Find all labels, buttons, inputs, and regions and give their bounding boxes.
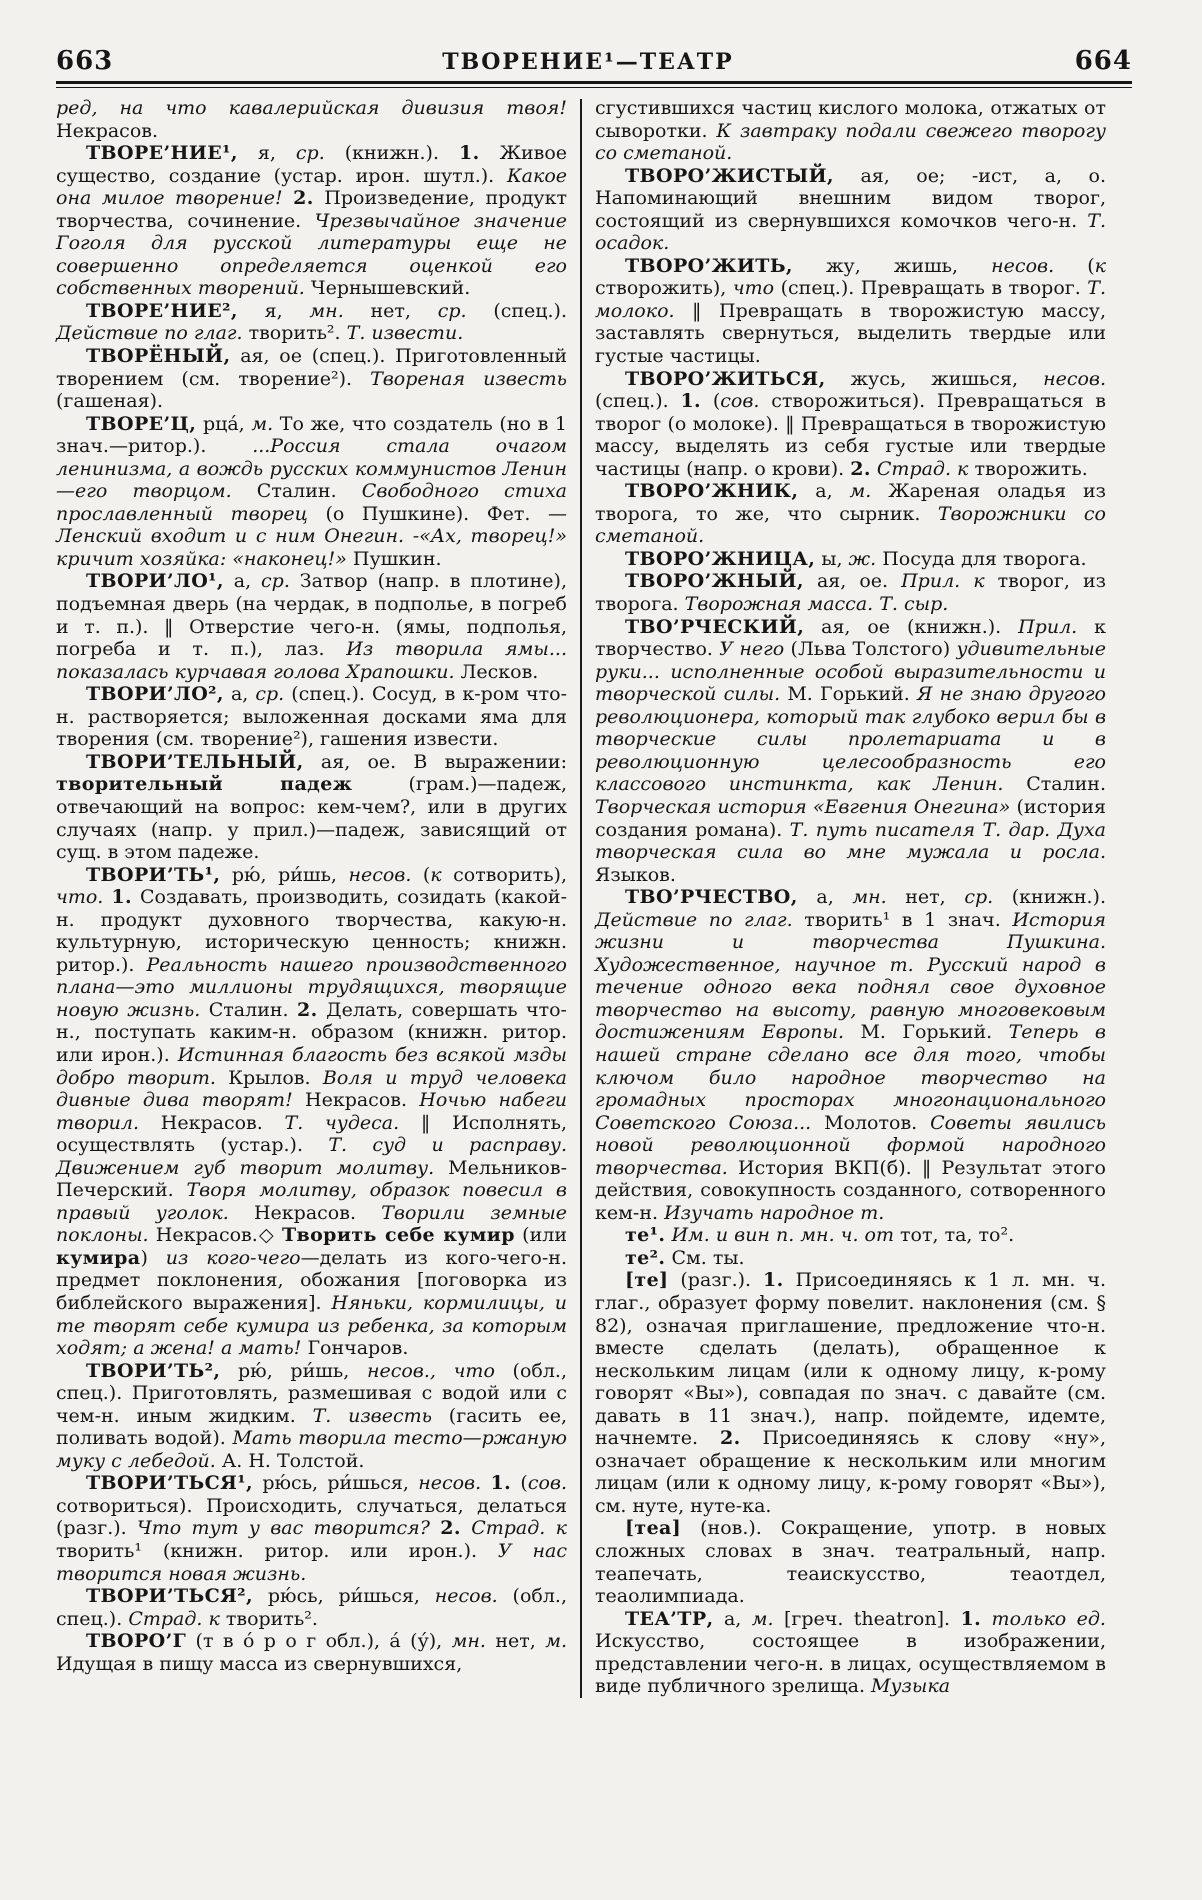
text-run: Присоединяясь к 1 л. мн. ч. глаг., образует форму повелит. наклонения (см. § 82), означая приглашение, предложение что-н. вместе сделать (делать), обращенное к нескольким лицам (или к одному лицу, к-рому говорят «Вы»), совпадая по знач. с давайте (см. давать в 11 знач.), напр. пойдемте, идемте, начнемте.	[595, 1269, 1106, 1450]
headword: ТВО’РЧЕСКИЙ,	[625, 615, 805, 638]
text-run: Делать, совершать что-н., поступать каким-н. образом (книжн. ритор. или ирон.).	[56, 998, 567, 1066]
text-run: ая, ое (спец.). Приготовленный творением (см. творение²).	[56, 345, 567, 390]
text-run: Творя молитву, образок повесил в правый уголок.	[56, 1179, 567, 1224]
text-run: Страд. к	[876, 457, 969, 480]
text-run: Гончаров.	[301, 1337, 409, 1360]
text-run: несов.	[418, 1472, 482, 1495]
text-run: несов.	[1043, 367, 1106, 390]
dictionary-entry	[595, 616, 1106, 887]
column-right	[595, 97, 1106, 1698]
text-run: я,	[237, 299, 310, 322]
text-run: рца́,	[196, 412, 252, 435]
text-run: Некрасов.	[292, 1089, 420, 1112]
text-run: Чрезвычайное значение Гоголя для русской литературы еще не совершенно определяется оценкой его собственных творений.	[56, 209, 567, 300]
text-run: тот, та, то².	[894, 1224, 1015, 1247]
headword: ТВОРЕ’Ц,	[86, 412, 197, 435]
text-run: (о Пушкине). Фет.	[307, 502, 549, 525]
headword: ТВОРЁНЫЙ,	[86, 345, 231, 368]
text-run: я,	[237, 142, 296, 165]
headword: ТВОРИ’ТЬСЯ¹,	[86, 1472, 254, 1495]
dictionary-entry	[595, 480, 1106, 548]
text-run: сгустившихся частиц кислого молока, отжатых от сыворотки.	[595, 97, 1106, 142]
text-run: 2.	[719, 1427, 741, 1450]
text-run: 1.	[960, 1607, 982, 1630]
text-run: несов.	[348, 863, 412, 886]
text-run: а,	[223, 570, 262, 593]
dictionary-entry	[595, 97, 1106, 165]
headword: те².	[625, 1246, 666, 1269]
text-run: Некрасов.◇	[148, 1224, 282, 1247]
text-run: только ед.	[991, 1607, 1106, 1630]
column-divider	[580, 99, 582, 1698]
text-run: несов., что	[366, 1359, 495, 1382]
text-run: Им. и вин п. мн. ч. от	[671, 1224, 894, 1247]
text-run: Мать творила тесто—ржаную муку с лебедой.	[56, 1427, 567, 1472]
text-run: Страд. к	[128, 1607, 220, 1630]
text-run: (книжн.).	[324, 142, 459, 165]
text-run: Т. чудеса.	[284, 1111, 400, 1134]
text-run: Прил. к	[901, 570, 985, 593]
text-run: Ночью набеги творил.	[56, 1089, 567, 1134]
text-run: М. Горький.	[780, 683, 918, 706]
headword: ТВОРИ’ЛО¹,	[86, 570, 224, 593]
text-run: (т в о́ р о г обл.), а́ (у́),	[186, 1630, 452, 1653]
text-run: творожить.	[968, 457, 1088, 480]
text-run: (или	[514, 1224, 567, 1247]
headword: ТВОРО’Г	[86, 1630, 187, 1653]
text-run: —Ленский входит и с ним Онегин. -«Ах, творец!» кричит хозяйка: «наконец!»	[56, 502, 568, 570]
headword: ТВОРИ’ТЬ²,	[86, 1359, 221, 1382]
text-run: сов.	[527, 1472, 567, 1495]
text-run: ...Россия стала очагом ленинизма, а вождь русских коммунистов Ленин—его творцом.	[56, 435, 567, 503]
text-run: (обл., спец.). Приготовлять, размешивая с водой или с чем-н. иным жидким.	[56, 1359, 567, 1427]
text-run: Затвор (напр. в плотине), подъемная дверь (на чердак, в подполье, в погреб и т. п.). ‖ Отверстие чего-н. (ямы, подполья, погреба и т. п.), лаз.	[56, 570, 567, 661]
text-run: Т. осадок.	[595, 209, 1106, 255]
dictionary-entry	[595, 1247, 1106, 1270]
headword: ТВОРИ’ТЬ¹,	[86, 863, 221, 886]
text-run: кумира	[56, 1246, 141, 1269]
text-run: Жареная оладья из творога, то же, что сырник.	[595, 480, 1106, 525]
headword: ТВОРИ’ТЬСЯ²,	[86, 1585, 254, 1608]
headword: те¹.	[625, 1224, 666, 1247]
text-run: творить².	[219, 1607, 318, 1630]
text-run: мн.	[451, 1630, 486, 1653]
headword: ТВОРО’ЖИСТЫЙ,	[625, 164, 834, 187]
text-run: —делать из кого-чего-н. предмет поклонения, обожания [поговорка из библейского выражения].	[56, 1246, 567, 1314]
text-run: ред, на что кавалерийская дивизия твоя!	[56, 97, 567, 119]
headword: ТВОРО’ЖНИЦА,	[625, 547, 816, 570]
text-run: ая, ое.	[803, 570, 902, 593]
dictionary-entry	[56, 345, 567, 413]
text-run: (спец.).	[466, 299, 567, 322]
text-run: из кого-чего	[165, 1246, 301, 1269]
headword: ТВОРО’ЖИТЬ,	[625, 254, 793, 277]
text-run: )	[140, 1246, 166, 1269]
text-run: (история создания романа).	[595, 795, 1106, 841]
text-run: рю́, ри́шь,	[220, 863, 349, 886]
text-run: Присоединяясь к слову «ну», означает обращение к нескольким или многим лицам (или к одному лицу, к-рому говорят «Вы»), см. нуте, нуте-ка.	[595, 1427, 1106, 1517]
headword: ТВОРО’ЖИТЬСЯ,	[625, 367, 826, 390]
text-run: Посуда для творога.	[876, 547, 1087, 570]
text-run: Изучать народное т.	[664, 1201, 885, 1224]
text-run: (	[1054, 254, 1095, 277]
text-run	[981, 1608, 991, 1630]
dictionary-entry	[595, 548, 1106, 571]
text-run: 1.	[111, 886, 132, 909]
text-run: Страд. к	[471, 1517, 567, 1540]
text-run: К завтраку подали свежего творогу со сметаной.	[595, 119, 1106, 165]
text-run: Няньки, кормилицы, и те творят себе кумира из ребенка, за которым ходят; а жена! а мать!	[56, 1291, 567, 1360]
text-run: м.	[545, 1630, 567, 1653]
text-run: а,	[713, 1607, 752, 1630]
text-run: м.	[849, 480, 872, 503]
text-run: мн.	[309, 299, 344, 322]
dictionary-entry	[595, 255, 1106, 368]
text-run: (спец.).	[595, 390, 681, 413]
text-run: творить¹ (книжн. ритор. или ирон.).	[56, 1540, 498, 1562]
column-left	[56, 97, 567, 1698]
text-run: (	[701, 390, 721, 413]
text-run: Мельников-Печерский.	[56, 1156, 567, 1202]
text-run: Сталин.	[200, 998, 298, 1021]
headword: ТВОРО’ЖНИК,	[625, 480, 799, 503]
text-run: ‖ Исполнять, осуществлять (устар.).	[56, 1111, 567, 1157]
text-run: ср.	[255, 683, 285, 706]
running-head	[56, 46, 1132, 76]
text-run: (спец.). Превращать в творог.	[774, 277, 1088, 300]
dictionary-entry	[595, 165, 1106, 255]
text-run: Т. извести.	[346, 322, 464, 345]
text-run: нет,	[343, 299, 438, 322]
text-run: Молотов.	[811, 1111, 931, 1134]
text-run: творительный падеж	[56, 773, 353, 796]
dictionary-entry	[56, 1472, 567, 1585]
text-run: Действие по глаг.	[56, 322, 243, 345]
text-run: створожиться). Превращаться в творог (о молоке). ‖ Превращаться в творожистую массу, выделять из себя густые или твердые частицы (напр. о крови).	[595, 390, 1107, 480]
text-run: м.	[751, 1607, 774, 1630]
dictionary-entry	[56, 864, 567, 1360]
text-run: ср.	[295, 142, 325, 165]
text-run: Языков.	[595, 863, 676, 886]
text-run: Некрасов.	[228, 1201, 382, 1224]
headword: ТВОРО’ЖНЫЙ,	[625, 570, 804, 593]
text-run: 1.	[458, 142, 480, 165]
text-run: Я не знаю другого революционера, который так глубоко верил бы в творческие силы пролетариата и в революционную целесообразность его классового инстинкта, как Ленин.	[595, 683, 1106, 796]
text-run: ср.	[261, 570, 290, 593]
text-run: (Льва Толстого)	[784, 638, 957, 661]
text-run: нет,	[485, 1630, 546, 1653]
headword: ТВОРЕ’НИЕ¹,	[86, 142, 238, 165]
dictionary-entry	[56, 1360, 567, 1473]
text-run: творить².	[242, 322, 347, 345]
text-run: (гасить ее, поливать водой).	[56, 1404, 567, 1450]
dictionary-entry	[56, 142, 567, 300]
text-run: ая, ое. В выражении:	[303, 750, 567, 773]
text-run: Крылов.	[215, 1066, 323, 1089]
dictionary-entry	[595, 368, 1106, 481]
text-run: ая, ое (книжн.).	[804, 615, 1019, 638]
text-columns	[56, 97, 1132, 1698]
dictionary-entry	[595, 1517, 1106, 1607]
text-run: 1.	[763, 1269, 784, 1292]
text-run: История жизни и творчества Пушкина. Художественное, научное т. Русский народ в течение одного века поднял свое духовное творчество на высоту, равную многовековым достижениям Европы.	[595, 908, 1106, 1044]
dictionary-entry	[595, 1269, 1106, 1517]
text-run: сов.	[720, 390, 760, 413]
text-run: Какое она милое творение!	[56, 164, 567, 210]
text-run: Сталин.	[231, 480, 362, 503]
text-run: ая, ое; -ист, а, о. Напоминающий внешним видом творог, состоящий из свернувшихся комочков чего-н.	[595, 164, 1106, 232]
dictionary-entry	[56, 300, 567, 345]
text-run: Творожники со сметаной.	[595, 502, 1106, 548]
text-run: а,	[797, 886, 853, 909]
text-run: 2.	[293, 187, 314, 210]
text-run: а,	[223, 683, 256, 706]
text-run: Твореная известь	[370, 367, 567, 390]
text-run: а,	[798, 480, 850, 503]
dictionary-entry	[595, 1608, 1106, 1698]
text-run: Творить себе кумир	[281, 1224, 515, 1247]
dictionary-entry	[56, 570, 567, 683]
text-run: Создавать, производить, созидать (какой-н. продукт духовного творчества, какую-н. культурную, историческую ценность; книжн. ритор.).	[56, 886, 567, 976]
text-run: Т. суд и расправу. Движением губ творит молитву.	[56, 1134, 567, 1179]
page-title: ТВОРЕНИЕ¹—ТЕАТР	[442, 49, 734, 75]
text-run: Истинная благость без всякой мзды добро творит.	[56, 1043, 568, 1089]
dictionary-entry	[56, 413, 567, 571]
text-run: [греч. theatron].	[773, 1607, 961, 1630]
text-run: сотвориться). Происходить, случаться, делаться (разг.).	[56, 1494, 567, 1540]
text-run: (	[511, 1472, 528, 1495]
dictionary-entry	[56, 751, 567, 864]
text-run: Что тут у вас творится?	[137, 1517, 430, 1540]
text-run: (нов.). Сокращение, употр. в новых сложных словах в знач. театральный, напр. теапечать, теаискусство, теаотдел, теаолимпиада.	[595, 1517, 1106, 1608]
text-run: У него	[719, 638, 785, 661]
text-run: А. Н. Толстой.	[215, 1449, 365, 1472]
text-run: жу, жишь,	[792, 254, 992, 277]
headword: [теа]	[625, 1517, 682, 1540]
headword: [те]	[625, 1269, 669, 1292]
text-run: к	[1094, 254, 1106, 277]
text-run: 1.	[490, 1472, 512, 1495]
headword: ТЕА’ТР,	[625, 1607, 714, 1630]
text-run: творог, из творога.	[595, 570, 1106, 616]
text-run: Некрасов.	[139, 1111, 285, 1134]
text-run: творить¹ в 1 знач.	[792, 908, 1013, 931]
text-run: 2.	[297, 998, 318, 1021]
text-run: удивительные руки... исполненные особой выразительности и творческой силы.	[595, 638, 1106, 706]
text-run: створожить),	[595, 277, 733, 300]
text-run	[461, 1517, 471, 1539]
text-run: То же, что создатель (но в 1 знач.—ритор.).	[56, 412, 567, 458]
text-run: 2.	[440, 1517, 461, 1540]
text-run: Живое существо, создание (устар. ирон. шутл.).	[56, 142, 568, 187]
text-run: Сталин.	[1003, 773, 1107, 796]
text-run: м.	[251, 412, 274, 435]
text-run: Свободного стиха прославленный творец	[56, 480, 567, 525]
dictionary-entry	[595, 1224, 1106, 1247]
text-run: Теперь в нашей стране сделано все для того, чтобы ключом било народное творчество на громадных просторах многонационального Советского Союза...	[595, 1021, 1106, 1134]
headword: ТВО’РЧЕСТВО,	[625, 886, 798, 909]
text-run: Т. путь писателя Т. дар. Духа творческая сила во мне мужала и росла.	[595, 818, 1106, 864]
text-run: История ВКП(б). ‖ Результат этого действия, совокупность созданного, сотворенного кем-н.	[595, 1156, 1106, 1224]
text-run: к творчество.	[595, 615, 1106, 661]
text-run: Советы явились новой революционной формой народного творчества.	[595, 1111, 1106, 1179]
text-run	[430, 1517, 440, 1539]
text-run: Действие по глаг.	[595, 908, 793, 931]
text-run: У нас творится новая жизнь.	[56, 1540, 567, 1585]
text-run: рю́, ри́шь,	[220, 1359, 367, 1382]
headword: ТВОРЕ’НИЕ²,	[86, 299, 238, 322]
text-run: (гашеная).	[56, 390, 164, 413]
text-run: Произведение, продукт творчества, сочинение.	[56, 187, 567, 232]
dictionary-entry	[56, 1585, 567, 1630]
text-run: Творожная масса. Т. сыр.	[684, 593, 949, 616]
text-run: мн.	[852, 886, 887, 909]
text-run: Искусство, состоящее в изображении, представлении чего-н. в лицах, осуществляемом в виде публичного зрелища.	[595, 1630, 1106, 1698]
text-run: что	[732, 277, 775, 300]
text-run: (обл., спец.).	[56, 1585, 567, 1630]
text-run: ср.	[437, 299, 467, 322]
text-run: Из творила ямы... показалась курчавая голова Храпошки.	[56, 638, 567, 683]
text-run: жусь, жишься,	[825, 367, 1044, 390]
text-run: сотворить),	[441, 863, 567, 886]
text-run: что.	[56, 886, 104, 909]
text-run: (книжн.).	[993, 886, 1106, 909]
text-run: несов.	[991, 254, 1055, 277]
dictionary-entry	[56, 1630, 567, 1675]
text-run: Творческая история «Евгения Онегина»	[595, 795, 1011, 818]
text-run: (грам.)—падеж, отвечающий на вопрос: кем-чем?, или в других случаях (напр. у прил.)—падеж, зависящий от сущ. в этом падеже.	[56, 773, 567, 864]
text-run: рю́сь, ри́шься,	[253, 1472, 419, 1495]
text-run: нет,	[886, 886, 965, 909]
text-run: (разг.).	[668, 1269, 763, 1292]
text-run: М. Горький.	[844, 1021, 1009, 1044]
text-run: ср.	[964, 886, 994, 909]
text-run	[283, 187, 294, 209]
text-run: (спец.). Сосуд, в к-ром что-н. растворяется; выложенная досками яма для творения (см. творение²), гашения извести.	[56, 683, 567, 751]
text-run: 2.	[850, 457, 871, 480]
text-run: несов.	[434, 1585, 498, 1608]
header-rule	[56, 81, 1132, 88]
dictionary-entry	[56, 683, 567, 751]
text-run: Лесков.	[454, 660, 539, 683]
text-run: Музыка	[871, 1675, 951, 1698]
text-run: ж.	[848, 547, 877, 570]
text-run: ы,	[815, 547, 849, 570]
text-run: Т. известь	[312, 1404, 432, 1427]
text-run: Т. молоко.	[595, 277, 1106, 322]
text-run: См. ты.	[665, 1246, 745, 1269]
dictionary-entry	[595, 886, 1106, 1224]
page-number-right: 664	[1074, 46, 1132, 76]
text-run: Некрасов.	[56, 119, 158, 142]
text-run: Чернышевский.	[304, 277, 471, 300]
headword: ТВОРИ’ЛО²,	[86, 683, 224, 706]
dictionary-entry	[595, 570, 1106, 615]
text-run: 1.	[680, 390, 702, 413]
text-run: рю́сь, ри́шься,	[253, 1585, 435, 1608]
text-run: Пушкин.	[346, 547, 442, 570]
headword: ТВОРИ’ТЕЛЬНЫЙ,	[86, 750, 304, 773]
text-run: к	[430, 863, 442, 886]
text-run: ‖ Превращать в творожистую массу, заставлять свернуться, выделить твердые или густые частицы.	[595, 299, 1106, 368]
page-number-left: 663	[56, 46, 114, 76]
text-run: Воля и труд человека дивные дива творят!	[56, 1066, 567, 1112]
text-run: Творили земные поклоны.	[56, 1201, 567, 1247]
text-run: Идущая в пищу масса из свернувшихся,	[56, 1652, 463, 1675]
dictionary-entry	[56, 97, 567, 142]
text-run: Реальность нашего производственного плана—это миллионы трудящихся, творящие новую жизнь.	[56, 953, 567, 1021]
text-run: Прил.	[1018, 615, 1078, 638]
text-run: (	[411, 863, 431, 886]
